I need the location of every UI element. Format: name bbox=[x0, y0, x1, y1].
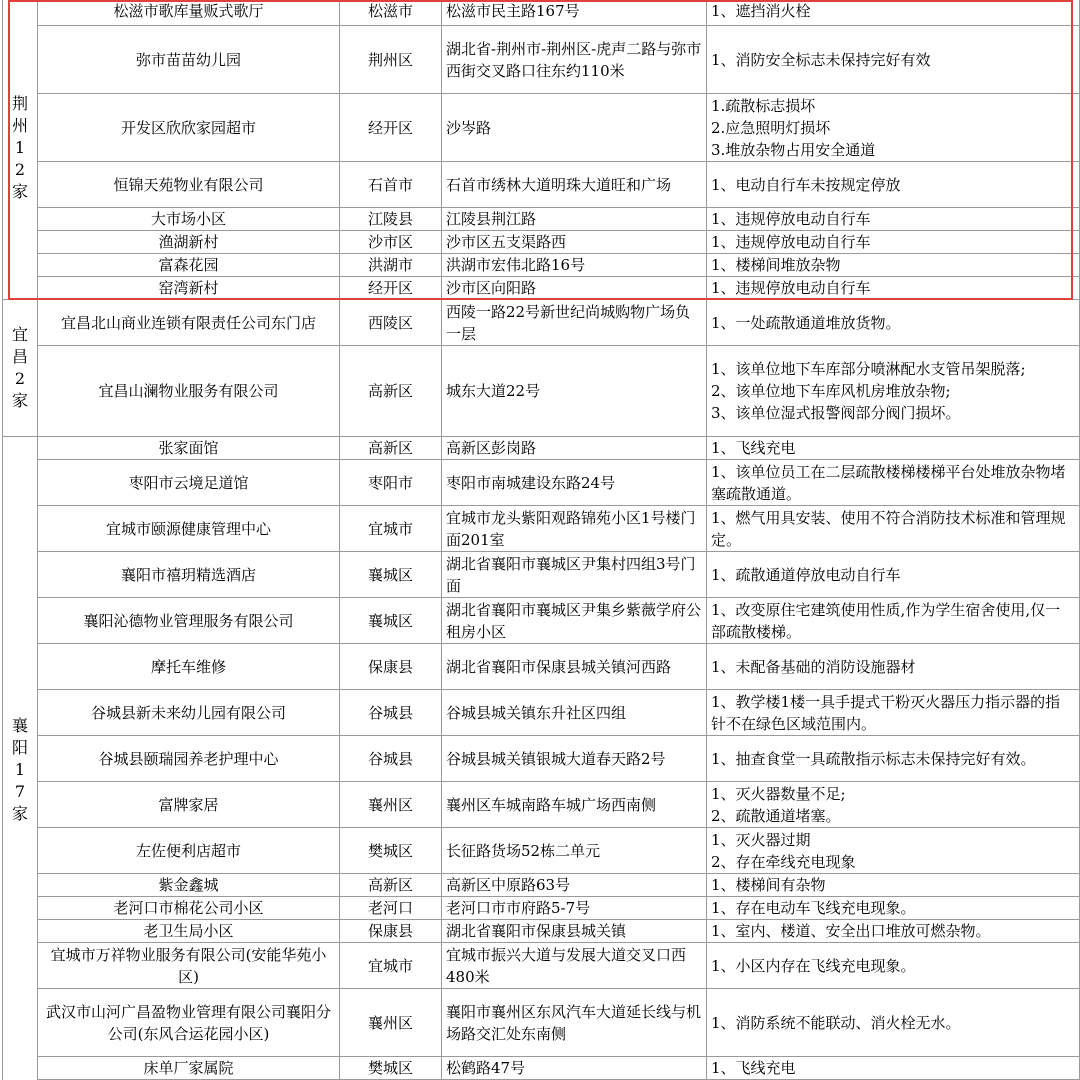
unit-name-cell: 松滋市歌库量贩式歌厅 bbox=[38, 0, 340, 26]
table-row bbox=[3, 552, 1080, 598]
address-cell: 高新区彭岗路 bbox=[442, 437, 707, 460]
unit-name-cell: 谷城县颐瑞园养老护理中心 bbox=[38, 736, 340, 782]
unit-name-cell: 开发区欣欣家园超市 bbox=[38, 94, 340, 162]
district-cell: 高新区 bbox=[340, 437, 442, 460]
address-cell: 湖北省襄阳市襄城区尹集村四组3号门面 bbox=[442, 552, 707, 598]
table-row bbox=[3, 162, 1080, 208]
district-cell: 枣阳市 bbox=[340, 460, 442, 506]
city-group-text: 宜昌2家 bbox=[12, 325, 29, 410]
address-cell: 湖北省-荆州市-荆州区-虎声二路与弥市西街交叉路口往东约110米 bbox=[442, 26, 707, 94]
district-cell: 保康县 bbox=[340, 920, 442, 943]
table-row bbox=[3, 598, 1080, 644]
issue-cell: 1、该单位员工在二层疏散楼梯楼梯平台处堆放杂物堵塞疏散通道。 bbox=[707, 460, 1080, 506]
table-row bbox=[3, 920, 1080, 943]
district-cell: 樊城区 bbox=[340, 1057, 442, 1080]
district-cell: 宜城市 bbox=[340, 943, 442, 989]
unit-name-cell: 谷城县新未来幼儿园有限公司 bbox=[38, 690, 340, 736]
district-cell: 荆州区 bbox=[340, 26, 442, 94]
table-row bbox=[3, 208, 1080, 231]
table-row bbox=[3, 94, 1080, 162]
table-row bbox=[3, 736, 1080, 782]
address-cell: 松鹤路47号 bbox=[442, 1057, 707, 1080]
unit-name-cell: 宜昌山澜物业服务有限公司 bbox=[38, 346, 340, 437]
table-row bbox=[3, 506, 1080, 552]
address-cell: 湖北省襄阳市保康县城关镇河西路 bbox=[442, 644, 707, 690]
unit-name-cell: 富森花园 bbox=[38, 254, 340, 277]
issue-cell: 1、改变原住宅建筑使用性质,作为学生宿舍使用,仅一部疏散楼梯。 bbox=[707, 598, 1080, 644]
issue-cell: 1、楼梯间有杂物 bbox=[707, 874, 1080, 897]
unit-name-cell: 张家面馆 bbox=[38, 437, 340, 460]
address-cell: 洪湖市宏伟北路16号 bbox=[442, 254, 707, 277]
district-cell: 经开区 bbox=[340, 94, 442, 162]
issue-cell: 1、消防系统不能联动、消火栓无水。 bbox=[707, 989, 1080, 1057]
issue-cell: 1、教学楼1楼一具手提式干粉灭火器压力指示器的指针不在绿色区域范围内。 bbox=[707, 690, 1080, 736]
address-cell: 沙岑路 bbox=[442, 94, 707, 162]
address-cell: 松滋市民主路167号 bbox=[442, 0, 707, 26]
district-cell: 西陵区 bbox=[340, 300, 442, 346]
issue-cell: 1、一处疏散通道堆放货物。 bbox=[707, 300, 1080, 346]
unit-name-cell: 襄阳市禧玥精选酒店 bbox=[38, 552, 340, 598]
city-group-text: 襄阳17家 bbox=[12, 715, 29, 823]
issue-cell: 1、小区内存在飞线充电现象。 bbox=[707, 943, 1080, 989]
address-cell: 西陵一路22号新世纪尚城购物广场负一层 bbox=[442, 300, 707, 346]
issue-cell: 1、室内、楼道、安全出口堆放可燃杂物。 bbox=[707, 920, 1080, 943]
table-row bbox=[3, 644, 1080, 690]
table-row bbox=[3, 254, 1080, 277]
district-cell: 襄州区 bbox=[340, 782, 442, 828]
district-cell: 老河口 bbox=[340, 897, 442, 920]
district-cell: 保康县 bbox=[340, 644, 442, 690]
issue-cell: 1、楼梯间堆放杂物 bbox=[707, 254, 1080, 277]
district-cell: 高新区 bbox=[340, 874, 442, 897]
unit-name-cell: 宜昌北山商业连锁有限责任公司东门店 bbox=[38, 300, 340, 346]
address-cell: 石首市绣林大道明珠大道旺和广场 bbox=[442, 162, 707, 208]
address-cell: 襄阳市襄州区东风汽车大道延长线与机场路交汇处东南侧 bbox=[442, 989, 707, 1057]
table-row bbox=[3, 231, 1080, 254]
district-cell: 襄城区 bbox=[340, 598, 442, 644]
address-cell: 长征路货场52栋二单元 bbox=[442, 828, 707, 874]
table-row bbox=[3, 277, 1080, 300]
table-row bbox=[3, 26, 1080, 94]
district-cell: 襄城区 bbox=[340, 552, 442, 598]
district-cell: 经开区 bbox=[340, 277, 442, 300]
district-cell: 樊城区 bbox=[340, 828, 442, 874]
city-group-label bbox=[3, 0, 38, 300]
unit-name-cell: 富牌家居 bbox=[38, 782, 340, 828]
district-cell: 高新区 bbox=[340, 346, 442, 437]
table-row bbox=[3, 0, 1080, 26]
table-row bbox=[3, 1057, 1080, 1080]
issue-cell: 1、违规停放电动自行车 bbox=[707, 231, 1080, 254]
address-cell: 高新区中原路63号 bbox=[442, 874, 707, 897]
city-group-label bbox=[3, 300, 38, 437]
district-cell: 洪湖市 bbox=[340, 254, 442, 277]
district-cell: 江陵县 bbox=[340, 208, 442, 231]
issue-cell: 1、存在电动车飞线充电现象。 bbox=[707, 897, 1080, 920]
issue-cell: 1、遮挡消火栓 bbox=[707, 0, 1080, 26]
unit-name-cell: 弥市苗苗幼儿园 bbox=[38, 26, 340, 94]
city-group-text: 荆州12家 bbox=[12, 93, 29, 201]
issue-cell: 1、燃气用具安装、使用不符合消防技术标准和管理规定。 bbox=[707, 506, 1080, 552]
issue-cell: 1、电动自行车未按规定停放 bbox=[707, 162, 1080, 208]
city-group-label bbox=[3, 437, 38, 1080]
issue-cell: 1、飞线充电 bbox=[707, 1057, 1080, 1080]
district-cell: 谷城县 bbox=[340, 690, 442, 736]
district-cell: 沙市区 bbox=[340, 231, 442, 254]
address-cell: 宜城市振兴大道与发展大道交叉口西480米 bbox=[442, 943, 707, 989]
issue-cell: 1、灭火器过期 2、存在牵线充电现象 bbox=[707, 828, 1080, 874]
address-cell: 襄州区车城南路车城广场西南侧 bbox=[442, 782, 707, 828]
address-cell: 沙市区向阳路 bbox=[442, 277, 707, 300]
issue-cell: 1.疏散标志损坏 2.应急照明灯损坏 3.堆放杂物占用安全通道 bbox=[707, 94, 1080, 162]
table-row bbox=[3, 300, 1080, 346]
unit-name-cell: 恒锦天苑物业有限公司 bbox=[38, 162, 340, 208]
district-cell: 襄州区 bbox=[340, 989, 442, 1057]
issue-cell: 1、该单位地下车库部分喷淋配水支管吊架脱落; 2、该单位地下车库风机房堆放杂物; 3、该单位湿式报警阀部分阀门损坏。 bbox=[707, 346, 1080, 437]
issue-cell: 1、灭火器数量不足; 2、疏散通道堵塞。 bbox=[707, 782, 1080, 828]
district-cell: 松滋市 bbox=[340, 0, 442, 26]
district-cell: 谷城县 bbox=[340, 736, 442, 782]
inspection-table bbox=[2, 0, 1080, 1080]
issue-cell: 1、未配备基础的消防设施器材 bbox=[707, 644, 1080, 690]
unit-name-cell: 老卫生局小区 bbox=[38, 920, 340, 943]
address-cell: 枣阳市南城建设东路24号 bbox=[442, 460, 707, 506]
unit-name-cell: 枣阳市云境足道馆 bbox=[38, 460, 340, 506]
table-row bbox=[3, 437, 1080, 460]
address-cell: 湖北省襄阳市保康县城关镇 bbox=[442, 920, 707, 943]
unit-name-cell: 摩托车维修 bbox=[38, 644, 340, 690]
unit-name-cell: 紫金鑫城 bbox=[38, 874, 340, 897]
address-cell: 江陵县荆江路 bbox=[442, 208, 707, 231]
table-row bbox=[3, 897, 1080, 920]
table-row bbox=[3, 874, 1080, 897]
table-row bbox=[3, 346, 1080, 437]
inspection-table-body bbox=[3, 0, 1080, 1080]
issue-cell: 1、违规停放电动自行车 bbox=[707, 277, 1080, 300]
issue-cell: 1、疏散通道停放电动自行车 bbox=[707, 552, 1080, 598]
issue-cell: 1、消防安全标志未保持完好有效 bbox=[707, 26, 1080, 94]
table-row bbox=[3, 460, 1080, 506]
table-row bbox=[3, 943, 1080, 989]
unit-name-cell: 武汉市山河广昌盈物业管理有限公司襄阳分公司(东风合运花园小区) bbox=[38, 989, 340, 1057]
address-cell: 沙市区五支渠路西 bbox=[442, 231, 707, 254]
table-row bbox=[3, 690, 1080, 736]
issue-cell: 1、飞线充电 bbox=[707, 437, 1080, 460]
table-row bbox=[3, 828, 1080, 874]
address-cell: 宜城市龙头紫阳观路锦苑小区1号楼门面201室 bbox=[442, 506, 707, 552]
issue-cell: 1、违规停放电动自行车 bbox=[707, 208, 1080, 231]
address-cell: 谷城县城关镇银城大道春天路2号 bbox=[442, 736, 707, 782]
unit-name-cell: 襄阳沁德物业管理服务有限公司 bbox=[38, 598, 340, 644]
unit-name-cell: 床单厂家属院 bbox=[38, 1057, 340, 1080]
unit-name-cell: 大市场小区 bbox=[38, 208, 340, 231]
unit-name-cell: 渔湖新村 bbox=[38, 231, 340, 254]
district-cell: 宜城市 bbox=[340, 506, 442, 552]
table-row bbox=[3, 989, 1080, 1057]
unit-name-cell: 老河口市棉花公司小区 bbox=[38, 897, 340, 920]
unit-name-cell: 窑湾新村 bbox=[38, 277, 340, 300]
unit-name-cell: 宜城市颐源健康管理中心 bbox=[38, 506, 340, 552]
address-cell: 老河口市市府路5-7号 bbox=[442, 897, 707, 920]
address-cell: 湖北省襄阳市襄城区尹集乡紫薇学府公租房小区 bbox=[442, 598, 707, 644]
address-cell: 谷城县城关镇东升社区四组 bbox=[442, 690, 707, 736]
table-row bbox=[3, 782, 1080, 828]
address-cell: 城东大道22号 bbox=[442, 346, 707, 437]
unit-name-cell: 宜城市万祥物业服务有限公司(安能华苑小区) bbox=[38, 943, 340, 989]
district-cell: 石首市 bbox=[340, 162, 442, 208]
issue-cell: 1、抽查食堂一具疏散指示标志未保持完好有效。 bbox=[707, 736, 1080, 782]
unit-name-cell: 左佐便利店超市 bbox=[38, 828, 340, 874]
